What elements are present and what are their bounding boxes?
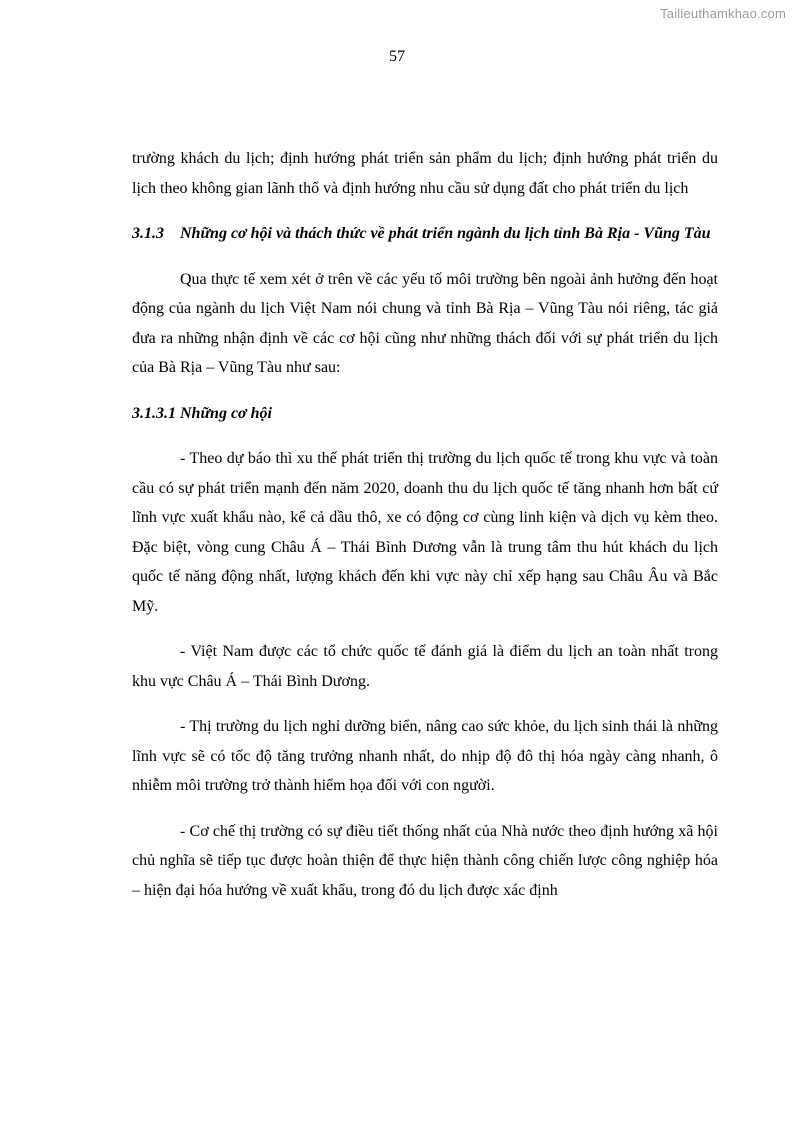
subsection-heading: 3.1.3.1 Những cơ hội (132, 404, 272, 422)
page-number: 57 (389, 48, 405, 65)
section-heading (132, 219, 718, 249)
section-number: 3.1.3 (132, 225, 164, 242)
intro-paragraph: Qua thực tế xem xét ở trên về các yếu tố môi trường bên ngoài ảnh hưởng đến hoạt động của ngành du lịch Việt Nam nói chung và tỉnh Bà Rịa – Vũng Tàu nói riêng, tác giả đưa ra những nhận định về các cơ hội cũng như những thách đối với sự phát triển du lịch của Bà Rịa – Vũng Tàu như sau: (132, 270, 718, 376)
continuation-paragraph: trường khách du lịch; định hướng phát triển sản phẩm du lịch; định hướng phát triển du lịch theo không gian lãnh thổ và định hướng nhu cầu sử dụng đất cho phát triển du lịch (132, 150, 718, 197)
body-paragraph: - Theo dự báo thì xu thế phát triển thị trường du lịch quốc tế trong khu vực và toàn cầu có sự phát triển mạnh đến năm 2020, doanh thu du lịch quốc tế tăng nhanh hơn bất cứ lĩnh vực xuất khẩu nào, kể cả dầu thô, xe có động cơ cùng linh kiện và dịch vụ kèm theo. Đặc biệt, vòng cung Châu Á – Thái Bình Dương vẫn là trung tâm thu hút khách du lịch quốc tế năng động nhất, lượng khách đến khi vực này chỉ xếp hạng sau Châu Âu và Bắc Mỹ. (132, 450, 718, 615)
section-title: Những cơ hội và thách thức về phát triển ngành du lịch tỉnh Bà Rịa - Vũng Tàu (180, 225, 711, 242)
body-paragraph: - Cơ chế thị trường có sự điều tiết thống nhất của Nhà nước theo định hướng xã hội chủ nghĩa sẽ tiếp tục được hoàn thiện để thực hiện thành công chiến lược công nghiệp hóa – hiện đại hóa hướng về xuất khẩu, trong đó du lịch được xác định (132, 822, 718, 899)
body-paragraph: - Việt Nam được các tổ chức quốc tế đánh giá là điểm du lịch an toàn nhất trong khu vực Châu Á – Thái Bình Dương. (132, 643, 718, 690)
watermark: Tailieuthamkhao.com (660, 6, 786, 21)
document-body (132, 144, 718, 921)
body-paragraph: - Thị trường du lịch nghỉ dưỡng biển, nâng cao sức khỏe, du lịch sinh thái là những lĩnh vực sẽ có tốc độ tăng trưởng nhanh nhất, do nhịp độ đô thị hóa ngày càng nhanh, ô nhiễm môi trường trở thành hiểm họa đối với con người. (132, 718, 718, 794)
